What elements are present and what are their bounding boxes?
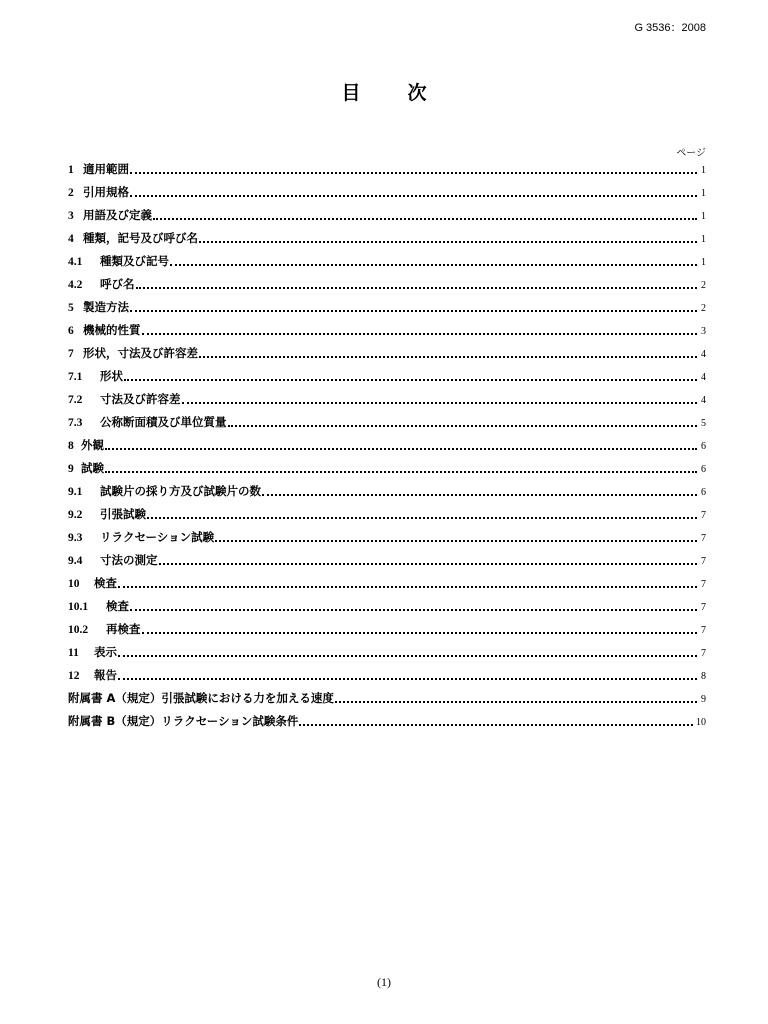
toc-entry-page: 4	[701, 395, 706, 406]
standard-number: G 3536：2008	[634, 22, 706, 34]
toc-entry[interactable]	[68, 710, 706, 733]
toc-entry[interactable]	[68, 641, 706, 664]
toc-entry-page: 7	[701, 579, 706, 590]
toc-entry[interactable]	[68, 365, 706, 388]
toc-entry-label: 検査	[106, 599, 129, 613]
toc-entry[interactable]	[68, 480, 706, 503]
toc-entry-page: 6	[701, 487, 706, 498]
toc-entry-number: 5	[68, 302, 74, 314]
toc-entry-label: 表示	[94, 645, 117, 659]
toc-entry-number: 7.2	[68, 394, 83, 406]
toc-entry-label: 形状	[100, 369, 123, 383]
dot-leader	[147, 517, 697, 519]
toc-entry-page: 7	[701, 625, 706, 636]
dot-leader	[130, 172, 697, 174]
dot-leader	[153, 218, 697, 220]
toc-entry-label: 公称断面積及び単位質量	[100, 415, 227, 429]
toc-entry-label: 検査	[94, 576, 117, 590]
dot-leader	[142, 333, 698, 335]
toc-entry[interactable]	[68, 434, 706, 457]
toc-entry[interactable]	[68, 204, 706, 227]
toc-entry-label: 報告	[94, 668, 117, 682]
toc-entry-label: リラクセーション試験	[100, 530, 215, 544]
toc-entry-label: 呼び名	[100, 277, 135, 291]
toc-entry-page: 2	[701, 280, 706, 291]
toc-entry[interactable]	[68, 250, 706, 273]
toc-entry[interactable]	[68, 526, 706, 549]
toc-entry-label: 用語及び定義	[83, 208, 152, 222]
toc-entry[interactable]	[68, 549, 706, 572]
toc-entry-number: 3	[68, 210, 74, 222]
toc-entry-number: 9	[68, 463, 74, 475]
dot-leader	[199, 241, 697, 243]
toc-entry-label: 再検査	[106, 622, 141, 636]
toc-entry-number: 11	[68, 647, 79, 659]
toc-entry-page: 9	[701, 694, 706, 705]
toc-entry-page: 8	[701, 671, 706, 682]
toc-entry-page: 6	[701, 441, 706, 452]
dot-leader	[118, 586, 697, 588]
dot-leader	[262, 494, 697, 496]
toc-entry-page: 10	[696, 717, 706, 728]
toc-entry-number: 10.1	[68, 601, 89, 613]
dot-leader	[130, 310, 697, 312]
toc-entry-number: 4.1	[68, 256, 83, 268]
dot-leader	[124, 379, 697, 381]
dot-leader	[182, 402, 698, 404]
toc-entry-label: 試験片の採り方及び試験片の数	[100, 484, 261, 498]
toc-entry[interactable]	[68, 572, 706, 595]
toc-entry-page: 1	[701, 211, 706, 222]
dot-leader	[130, 195, 697, 197]
toc-entry-number: 2	[68, 187, 74, 199]
table-of-contents	[68, 158, 706, 733]
toc-entry-label: 試験	[81, 461, 104, 475]
toc-entry-number: 7.3	[68, 417, 83, 429]
toc-entry-number: 6	[68, 325, 74, 337]
toc-entry-page: 7	[701, 533, 706, 544]
toc-entry[interactable]	[68, 388, 706, 411]
toc-entry[interactable]	[68, 457, 706, 480]
toc-entry-page: 7	[701, 556, 706, 567]
toc-entry[interactable]	[68, 181, 706, 204]
dot-leader	[136, 287, 698, 289]
dot-leader	[159, 563, 698, 565]
toc-entry-label: 機械的性質	[83, 323, 141, 337]
toc-entry-label: 外観	[81, 438, 104, 452]
toc-entry-page: 7	[701, 510, 706, 521]
toc-entry-label: 引張試験	[100, 507, 146, 521]
toc-entry[interactable]	[68, 664, 706, 687]
toc-entry[interactable]	[68, 595, 706, 618]
toc-entry-number: 12	[68, 670, 80, 682]
dot-leader	[142, 632, 698, 634]
page-number-footer: (1)	[377, 975, 391, 989]
dot-leader	[130, 609, 697, 611]
toc-entry-label: 寸法及び許容差	[100, 392, 181, 406]
dot-leader	[105, 448, 697, 450]
toc-entry-page: 1	[701, 257, 706, 268]
toc-entry-label: 製造方法	[83, 300, 129, 314]
toc-entry[interactable]	[68, 158, 706, 181]
toc-entry[interactable]	[68, 319, 706, 342]
toc-entry-label: 種類及び記号	[100, 254, 169, 268]
toc-entry-number: 4	[68, 233, 74, 245]
toc-entry[interactable]	[68, 296, 706, 319]
dot-leader	[118, 655, 697, 657]
dot-leader	[228, 425, 698, 427]
toc-entry-page: 1	[701, 165, 706, 176]
toc-entry-number: 9.2	[68, 509, 83, 521]
toc-entry-label: 附属書 B（規定）リラクセーション試験条件	[68, 714, 299, 728]
dot-leader	[299, 724, 693, 726]
toc-entry-page: 3	[701, 326, 706, 337]
toc-entry-page: 1	[701, 188, 706, 199]
toc-entry[interactable]	[68, 411, 706, 434]
toc-entry-number: 8	[68, 440, 74, 452]
toc-entry-number: 7	[68, 348, 74, 360]
dot-leader	[170, 264, 697, 266]
toc-entry-number: 1	[68, 164, 74, 176]
dot-leader	[335, 701, 697, 703]
toc-entry-page: 7	[701, 602, 706, 613]
toc-entry-number: 4.2	[68, 279, 83, 291]
toc-entry[interactable]	[68, 273, 706, 296]
dot-leader	[215, 540, 697, 542]
toc-entry-number: 7.1	[68, 371, 83, 383]
toc-entry-page: 4	[701, 372, 706, 383]
toc-entry-label: 適用範囲	[83, 162, 129, 176]
toc-entry[interactable]	[68, 687, 706, 710]
toc-entry-label: 引用規格	[83, 185, 129, 199]
page-column-label: ページ	[676, 148, 706, 159]
toc-entry-page: 2	[701, 303, 706, 314]
toc-entry-label: 形状，寸法及び許容差	[83, 346, 198, 360]
toc-entry-page: 6	[701, 464, 706, 475]
dot-leader	[105, 471, 697, 473]
toc-entry-number: 10.2	[68, 624, 89, 636]
toc-entry-page: 7	[701, 648, 706, 659]
toc-entry[interactable]	[68, 503, 706, 526]
dot-leader	[199, 356, 697, 358]
toc-entry-page: 5	[701, 418, 706, 429]
toc-entry[interactable]	[68, 618, 706, 641]
dot-leader	[118, 678, 697, 680]
toc-entry-label: 寸法の測定	[100, 553, 158, 567]
toc-entry-label: 附属書 A（規定）引張試験における力を加える速度	[68, 691, 334, 705]
toc-entry-number: 9.1	[68, 486, 83, 498]
toc-entry[interactable]	[68, 227, 706, 250]
page-title: 目 次	[341, 82, 441, 104]
toc-entry-number: 9.3	[68, 532, 83, 544]
toc-entry-page: 1	[701, 234, 706, 245]
toc-entry-label: 種類，記号及び呼び名	[83, 231, 198, 245]
toc-entry-page: 4	[701, 349, 706, 360]
toc-entry[interactable]	[68, 342, 706, 365]
toc-entry-number: 10	[68, 578, 80, 590]
toc-entry-number: 9.4	[68, 555, 83, 567]
